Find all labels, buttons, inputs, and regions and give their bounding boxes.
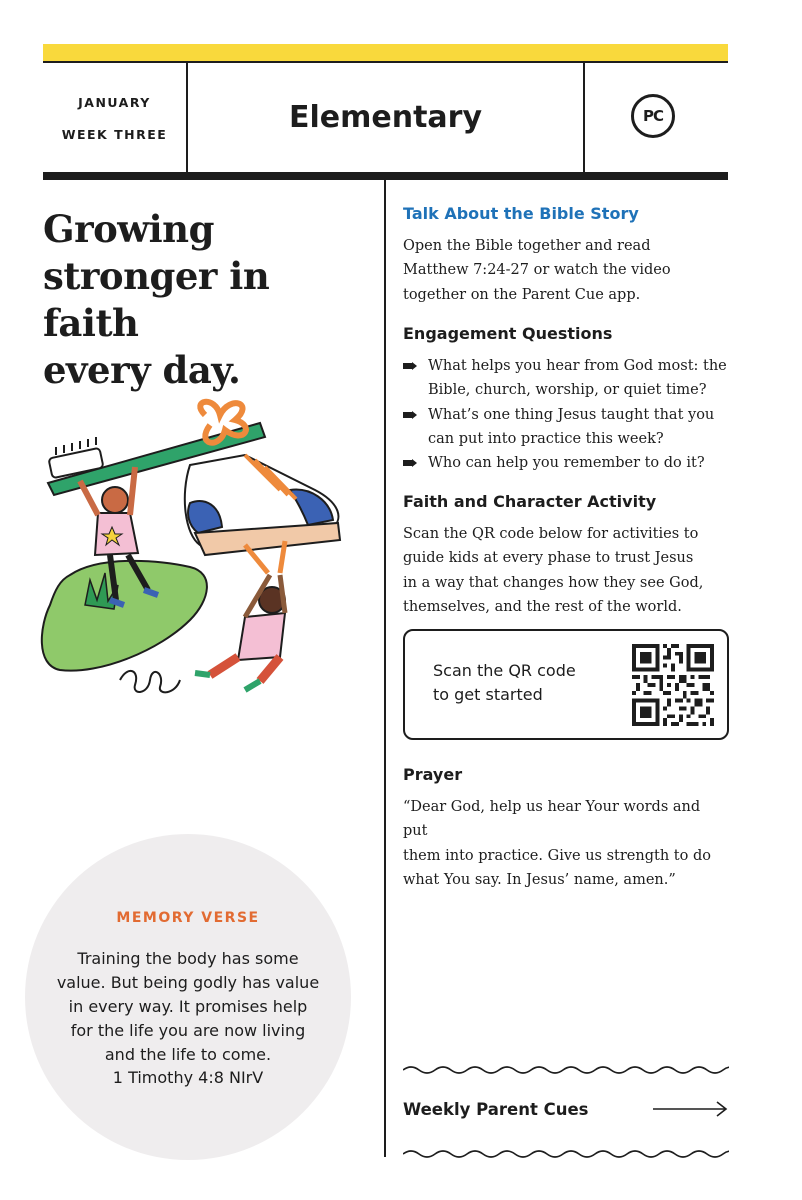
header-week: WEEK THREE (61, 127, 168, 142)
question-line: What helps you hear from God most: the (428, 358, 727, 374)
header-divider (583, 61, 585, 173)
qr-code-icon[interactable] (632, 644, 714, 726)
header-bottom-rule (43, 172, 728, 180)
arrow-bullet-icon (403, 362, 417, 370)
kids-climbing-illustration-icon (40, 395, 360, 705)
activity-heading: Faith and Character Activity (403, 492, 657, 511)
arrow-bullet-icon (403, 411, 417, 419)
activity-line: in a way that changes how they see God, (403, 574, 704, 591)
prayer-line: what You say. In Jesus’ name, amen.” (403, 871, 676, 888)
headline-line: stronger in faith (43, 254, 270, 345)
wavy-divider (403, 1148, 729, 1160)
qr-code-caption (433, 659, 576, 707)
prayer-heading: Prayer (403, 765, 463, 784)
memory-verse-reference: 1 Timothy 4:8 NIrV (112, 1068, 264, 1087)
weekly-parent-cues-link[interactable]: Weekly Parent Cues (403, 1100, 589, 1119)
question-line: Who can help you remember to do it? (428, 455, 705, 472)
parent-cue-logo: PC (631, 94, 675, 138)
question-item (403, 451, 729, 475)
question-item (403, 354, 729, 403)
qr-caption-line: to get started (433, 685, 543, 704)
memory-verse-text (48, 947, 328, 1067)
headline-line: every day. (43, 348, 241, 392)
column-divider (384, 180, 386, 1157)
bible-story-line: Matthew 7:24-27 or watch the video (403, 262, 671, 279)
bible-story-text (403, 234, 729, 307)
headline (43, 206, 373, 394)
qr-caption-line: Scan the QR code (433, 661, 576, 680)
activity-line: guide kids at every phase to trust Jesus (403, 550, 694, 567)
activity-text (403, 522, 729, 619)
header-month: JANUARY (78, 95, 151, 110)
activity-line: themselves, and the rest of the world. (403, 598, 682, 615)
memory-verse-line: in every way. It promises help (68, 997, 308, 1016)
memory-verse-line: Training the body has some (77, 949, 299, 968)
engagement-heading: Engagement Questions (403, 324, 613, 343)
activity-line: Scan the QR code below for activities to (403, 526, 699, 542)
question-line: Bible, church, worship, or quiet time? (428, 382, 707, 399)
question-line: What’s one thing Jesus taught that you (428, 406, 715, 423)
prayer-text (403, 795, 729, 892)
question-line: can put into practice this week? (428, 430, 664, 447)
wavy-divider (403, 1064, 729, 1076)
engagement-questions-list (403, 354, 729, 475)
memory-verse-line: for the life you are now living (70, 1021, 306, 1040)
headline-line: Growing (43, 207, 214, 251)
bible-story-heading: Talk About the Bible Story (403, 204, 639, 223)
memory-verse-line: and the life to come. (104, 1045, 272, 1064)
bible-story-line: together on the Parent Cue app. (403, 286, 641, 303)
header-accent-bar (43, 44, 728, 61)
prayer-line: them into practice. Give us strength to do (403, 847, 711, 864)
header-top-rule (43, 61, 728, 63)
memory-verse-label: MEMORY VERSE (116, 910, 260, 926)
memory-verse-line: value. But being godly has value (56, 973, 320, 992)
arrow-right-icon[interactable] (653, 1100, 729, 1118)
page-title: Elementary (288, 100, 483, 135)
arrow-bullet-icon (403, 459, 417, 467)
bible-story-line: Open the Bible together and read (403, 238, 651, 254)
prayer-line: “Dear God, help us hear Your words and put (403, 799, 701, 840)
question-item (403, 403, 729, 452)
